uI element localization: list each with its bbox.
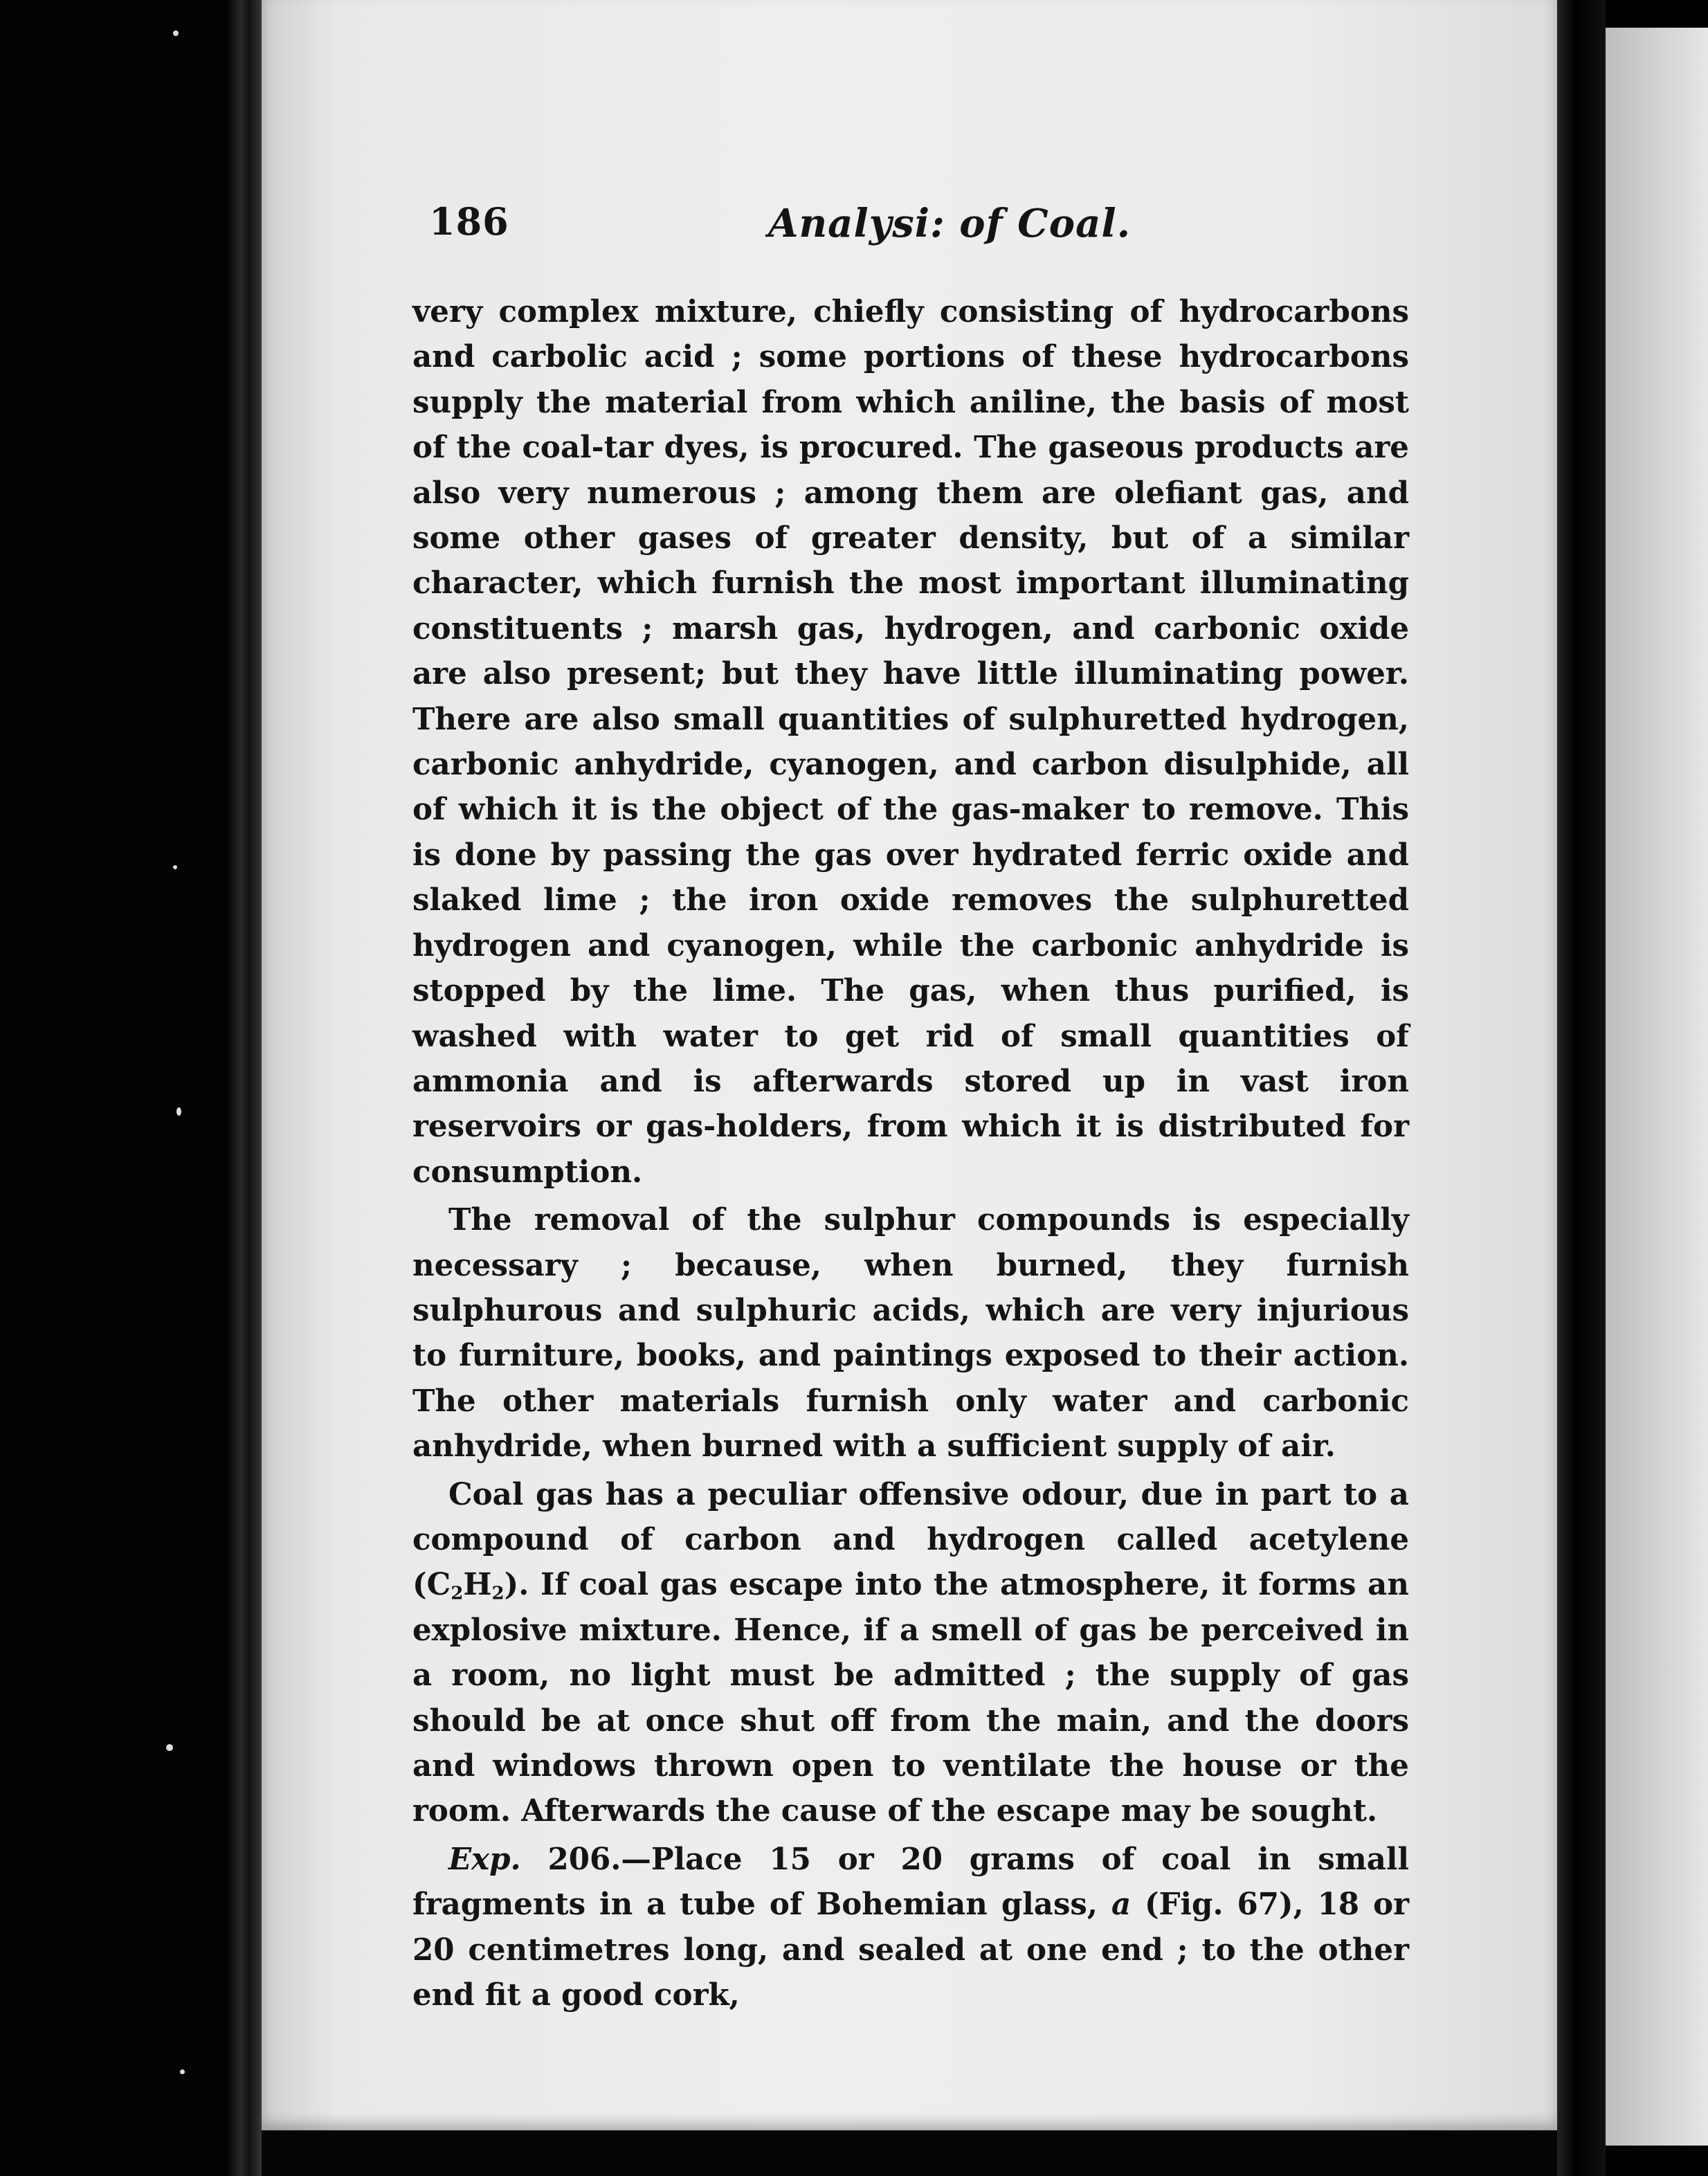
experiment-label: Exp. bbox=[448, 1841, 521, 1877]
left-dark-margin bbox=[0, 0, 228, 2176]
figure-letter: a bbox=[1111, 1887, 1132, 1923]
right-gutter bbox=[1557, 0, 1606, 2176]
scan-speck bbox=[173, 30, 179, 36]
running-title: Analysi: of Coal. bbox=[768, 201, 1132, 246]
paragraph-3-text-b: ). If coal gas escape into the atmosphere, it forms an explosive mixture. Hence, if a smell of gas be perceived in a room, no light must be admitted ; the supply of gas should be at once shut off from the main, and the doors and windows thrown open to ventilate the house or the room. Afterwards the cause of the escape may be sought. bbox=[412, 1567, 1409, 1829]
formula-subscript-1: 2 bbox=[451, 1582, 464, 1604]
paragraph-3-text-a: Coal gas has a peculiar offensive odour, due in part to a compound of carbon and hydrogen called acetylene (C bbox=[412, 1476, 1409, 1603]
experiment-text-a: 206.—Place 15 or 20 grams of coal in small fragments in a tube of Bohemian glass, bbox=[412, 1841, 1409, 1923]
experiment-text-b: (Fig. 67), 18 or 20 centimetres long, and sealed at one end ; to the other end fit a good cork, bbox=[412, 1887, 1410, 2013]
scan-speck bbox=[176, 1107, 181, 1116]
scan-speck bbox=[180, 2069, 185, 2074]
body-text bbox=[412, 289, 1409, 2018]
adjacent-page-edge bbox=[1606, 28, 1708, 2146]
scan-speck bbox=[173, 865, 177, 869]
scan-speck bbox=[166, 1744, 173, 1751]
formula-subscript-2: 2 bbox=[491, 1582, 505, 1604]
experiment-paragraph bbox=[412, 1837, 1409, 2018]
paragraph-2: The removal of the sulphur compounds is especially necessary ; because, when burned, they furnish sulphurous and sulphuric acids, which are very injurious to furniture, books, and paintings exposed to their action. The other materials furnish only water and carbonic anhydride, when burned with a sufficient supply of air. bbox=[412, 1202, 1409, 1465]
page-header bbox=[415, 199, 1398, 269]
formula-hydrogen: H bbox=[463, 1567, 492, 1603]
paragraph-3 bbox=[412, 1472, 1409, 1834]
book-binding-edge bbox=[228, 0, 263, 2176]
page-number: 186 bbox=[429, 199, 509, 244]
bottom-dark-edge bbox=[262, 2130, 1557, 2176]
paragraph-1: very complex mixture, chiefly consisting of hydrocarbons and carbolic acid ; some portions of these hydrocarbons supply the material from which aniline, the basis of most of the coal-tar dyes, is procured. The gaseous products are also very numerous ; among them are olefiant gas, and some other gases of greater density, but of a similar character, which furnish the most important illuminating constituents ; marsh gas, hydrogen, and carbonic oxide are also present; but they have little illuminating power. There are also small quantities of sulphuretted hydrogen, carbonic anhydride, cyanogen, and carbon disulphide, all of which it is the object of the gas-maker to remove. This is done by passing the gas over hydrated ferric oxide and slaked lime ; the iron oxide removes the sulphuretted hydrogen and cyanogen, while the carbonic anhydride is stopped by the lime. The gas, when thus purified, is washed with water to get rid of small quantities of ammonia and is afterwards stored up in vast iron reservoirs or gas-holders, from which it is distributed for consumption. bbox=[412, 294, 1409, 1190]
